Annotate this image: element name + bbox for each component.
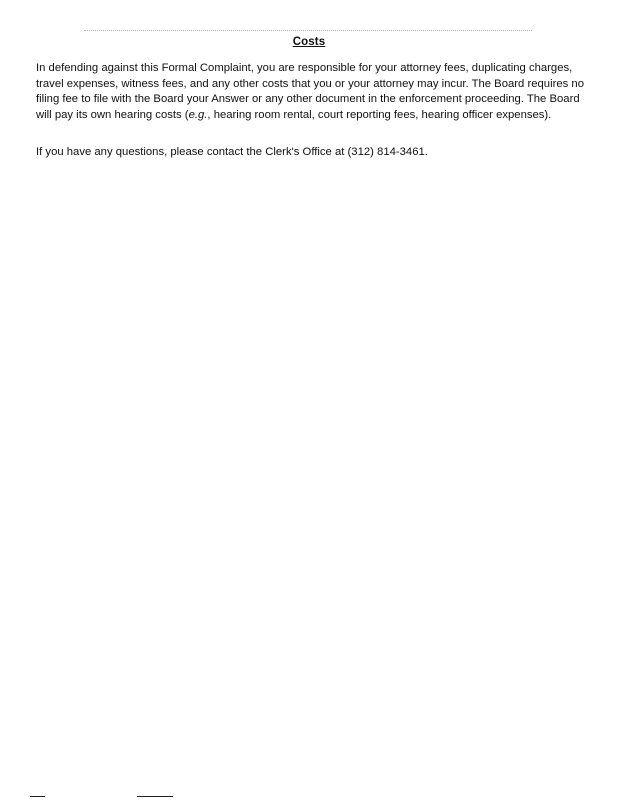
costs-text-part-1: In defending against this Formal Complaint, you are responsible for your attorney fees, duplicating charges, travel expenses, witness fees, and any other costs that you or your attorney may incur. The Board requires no filing fee to file with the Board your Answer or any other document in the enforcement proceeding. The Board will pay its own hearing costs (	[36, 62, 584, 121]
footer-mark-left	[30, 796, 45, 797]
costs-paragraph	[36, 61, 584, 123]
section-heading: Costs	[292, 36, 326, 48]
costs-text-part-2: , hearing room rental, court reporting fees, hearing officer expenses).	[207, 108, 552, 121]
contact-paragraph: If you have any questions, please contact the Clerk's Office at (312) 814-3461.	[36, 146, 428, 158]
footer-mark-right	[137, 796, 173, 797]
costs-text-example-abbrev: e.g.	[188, 108, 208, 121]
header-divider	[84, 30, 532, 31]
